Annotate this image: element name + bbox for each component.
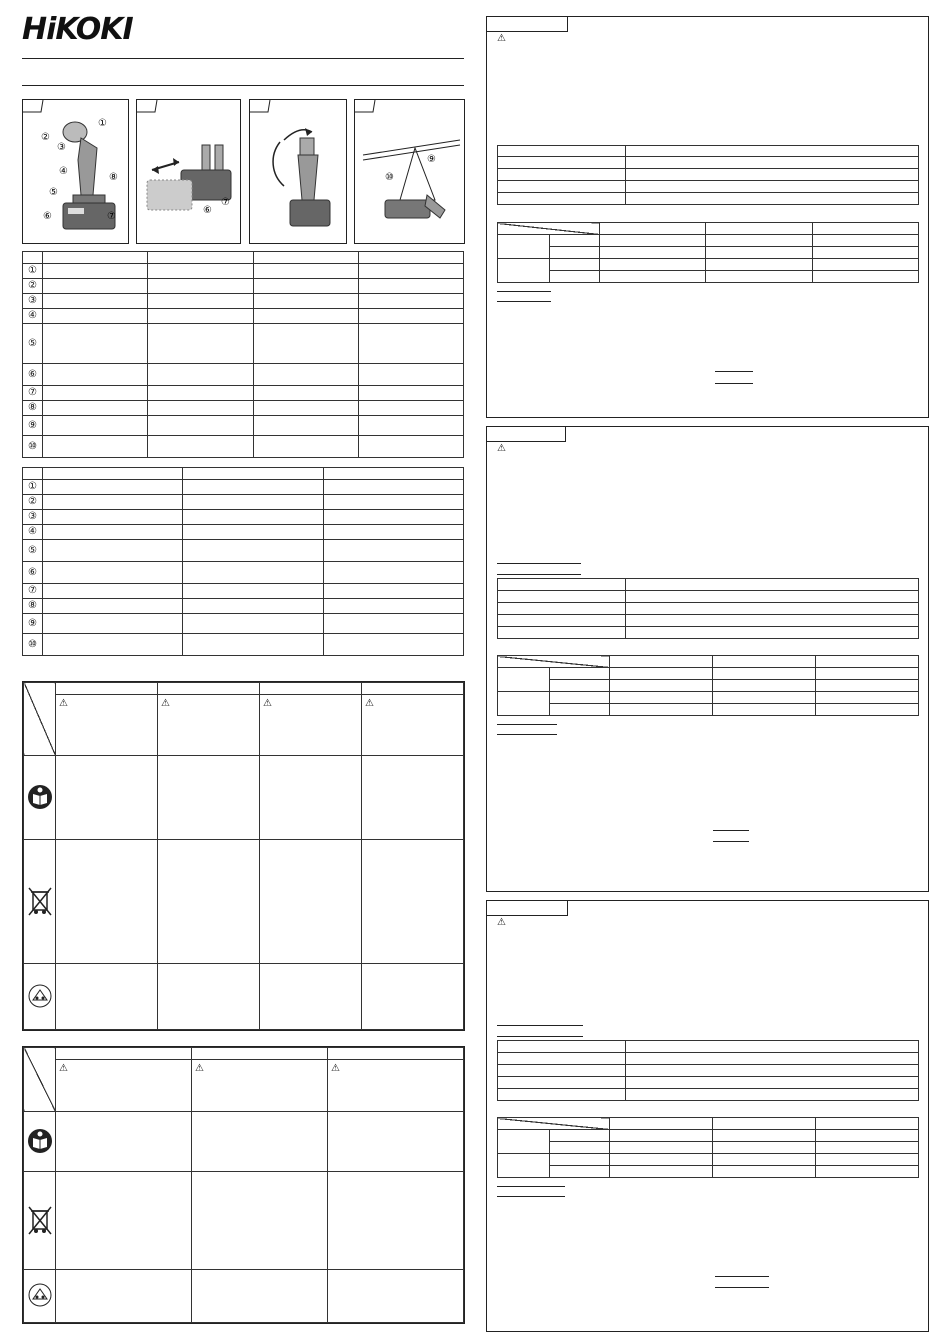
figure-4 <box>354 99 465 244</box>
callout-3: ③ <box>57 142 66 153</box>
table-row <box>23 525 464 540</box>
table-row <box>23 436 464 458</box>
row-number: ③ <box>23 510 43 525</box>
hikoki-logo: HiKOKI <box>22 12 133 47</box>
warning-icon: ⚠ <box>263 698 272 709</box>
symbols-table-2 <box>22 1046 465 1324</box>
row-number: ② <box>23 495 43 510</box>
panel-tab <box>487 901 568 916</box>
callout-1: ① <box>98 118 107 129</box>
eye-protection-icon <box>28 1283 52 1307</box>
row-number: ① <box>23 264 43 279</box>
table-row <box>23 264 464 279</box>
row-number: ③ <box>23 294 43 309</box>
svg-text:⑥: ⑥ <box>203 205 212 216</box>
figure-3 <box>249 99 347 244</box>
row-number: ⑨ <box>23 614 43 634</box>
callout-5: ⑤ <box>49 187 58 198</box>
row-number: ⑩ <box>23 634 43 656</box>
spec-table <box>497 578 919 639</box>
table-row <box>23 309 464 324</box>
warning-icon: ⚠ <box>195 1063 204 1074</box>
warning-icon: ⚠ <box>59 1063 68 1074</box>
row-number: ⑤ <box>23 540 43 562</box>
spec-table <box>497 145 919 205</box>
warning-icon: ⚠ <box>331 1063 340 1074</box>
parts-table-2 <box>22 467 464 656</box>
read-manual-icon <box>27 1128 53 1154</box>
row-number: ⑩ <box>23 436 43 458</box>
table-row <box>23 480 464 495</box>
header-rule-top <box>22 58 464 59</box>
spec-table <box>497 1040 919 1101</box>
warning-icon: ⚠ <box>365 698 374 709</box>
svg-text:⑩: ⑩ <box>385 172 394 183</box>
table-row <box>23 634 464 656</box>
table-row <box>23 386 464 401</box>
row-number: ④ <box>23 309 43 324</box>
runtime-table <box>497 1117 919 1178</box>
crossed-bin-icon <box>28 1205 52 1235</box>
callout-4: ④ <box>59 166 68 177</box>
row-number: ② <box>23 279 43 294</box>
symbols-table-1 <box>22 681 465 1031</box>
table-row <box>23 599 464 614</box>
table-row <box>23 584 464 599</box>
warning-icon: ⚠ <box>497 443 506 454</box>
table-row <box>23 401 464 416</box>
row-number: ⑥ <box>23 562 43 584</box>
warning-icon: ⚠ <box>59 698 68 709</box>
table-row <box>23 510 464 525</box>
callout-8: ⑧ <box>109 172 118 183</box>
panel-tab <box>487 427 566 442</box>
warning-icon: ⚠ <box>497 33 506 44</box>
table-row <box>23 416 464 436</box>
row-number: ⑦ <box>23 584 43 599</box>
callout-6: ⑥ <box>43 211 52 222</box>
svg-text:⑦: ⑦ <box>221 197 230 208</box>
figure-2 <box>136 99 241 244</box>
table-row <box>23 294 464 309</box>
warning-icon: ⚠ <box>497 917 506 928</box>
callout-7: ⑦ <box>107 211 116 222</box>
row-number: ⑨ <box>23 416 43 436</box>
language-panel-1 <box>486 16 929 418</box>
language-panel-3 <box>486 900 929 1332</box>
warning-icon: ⚠ <box>161 698 170 709</box>
row-number: ⑥ <box>23 364 43 386</box>
row-number: ④ <box>23 525 43 540</box>
panel-tab <box>487 17 568 32</box>
header-rule-bottom <box>22 85 464 86</box>
language-panel-2 <box>486 426 929 892</box>
parts-table-1 <box>22 251 464 458</box>
crossed-bin-icon <box>28 886 52 916</box>
table-row <box>23 614 464 634</box>
row-number: ① <box>23 480 43 495</box>
eye-protection-icon <box>28 984 52 1008</box>
table-row <box>23 540 464 562</box>
table-row <box>23 324 464 364</box>
figure-1 <box>22 99 129 244</box>
table-row <box>23 364 464 386</box>
table-row <box>23 562 464 584</box>
row-number: ⑧ <box>23 599 43 614</box>
svg-text:⑨: ⑨ <box>427 154 436 165</box>
runtime-table <box>497 222 919 283</box>
read-manual-icon <box>27 784 53 810</box>
table-row <box>23 495 464 510</box>
runtime-table <box>497 655 919 716</box>
row-number: ⑧ <box>23 401 43 416</box>
row-number: ⑦ <box>23 386 43 401</box>
callout-2: ② <box>41 132 50 143</box>
table-row <box>23 279 464 294</box>
row-number: ⑤ <box>23 324 43 364</box>
